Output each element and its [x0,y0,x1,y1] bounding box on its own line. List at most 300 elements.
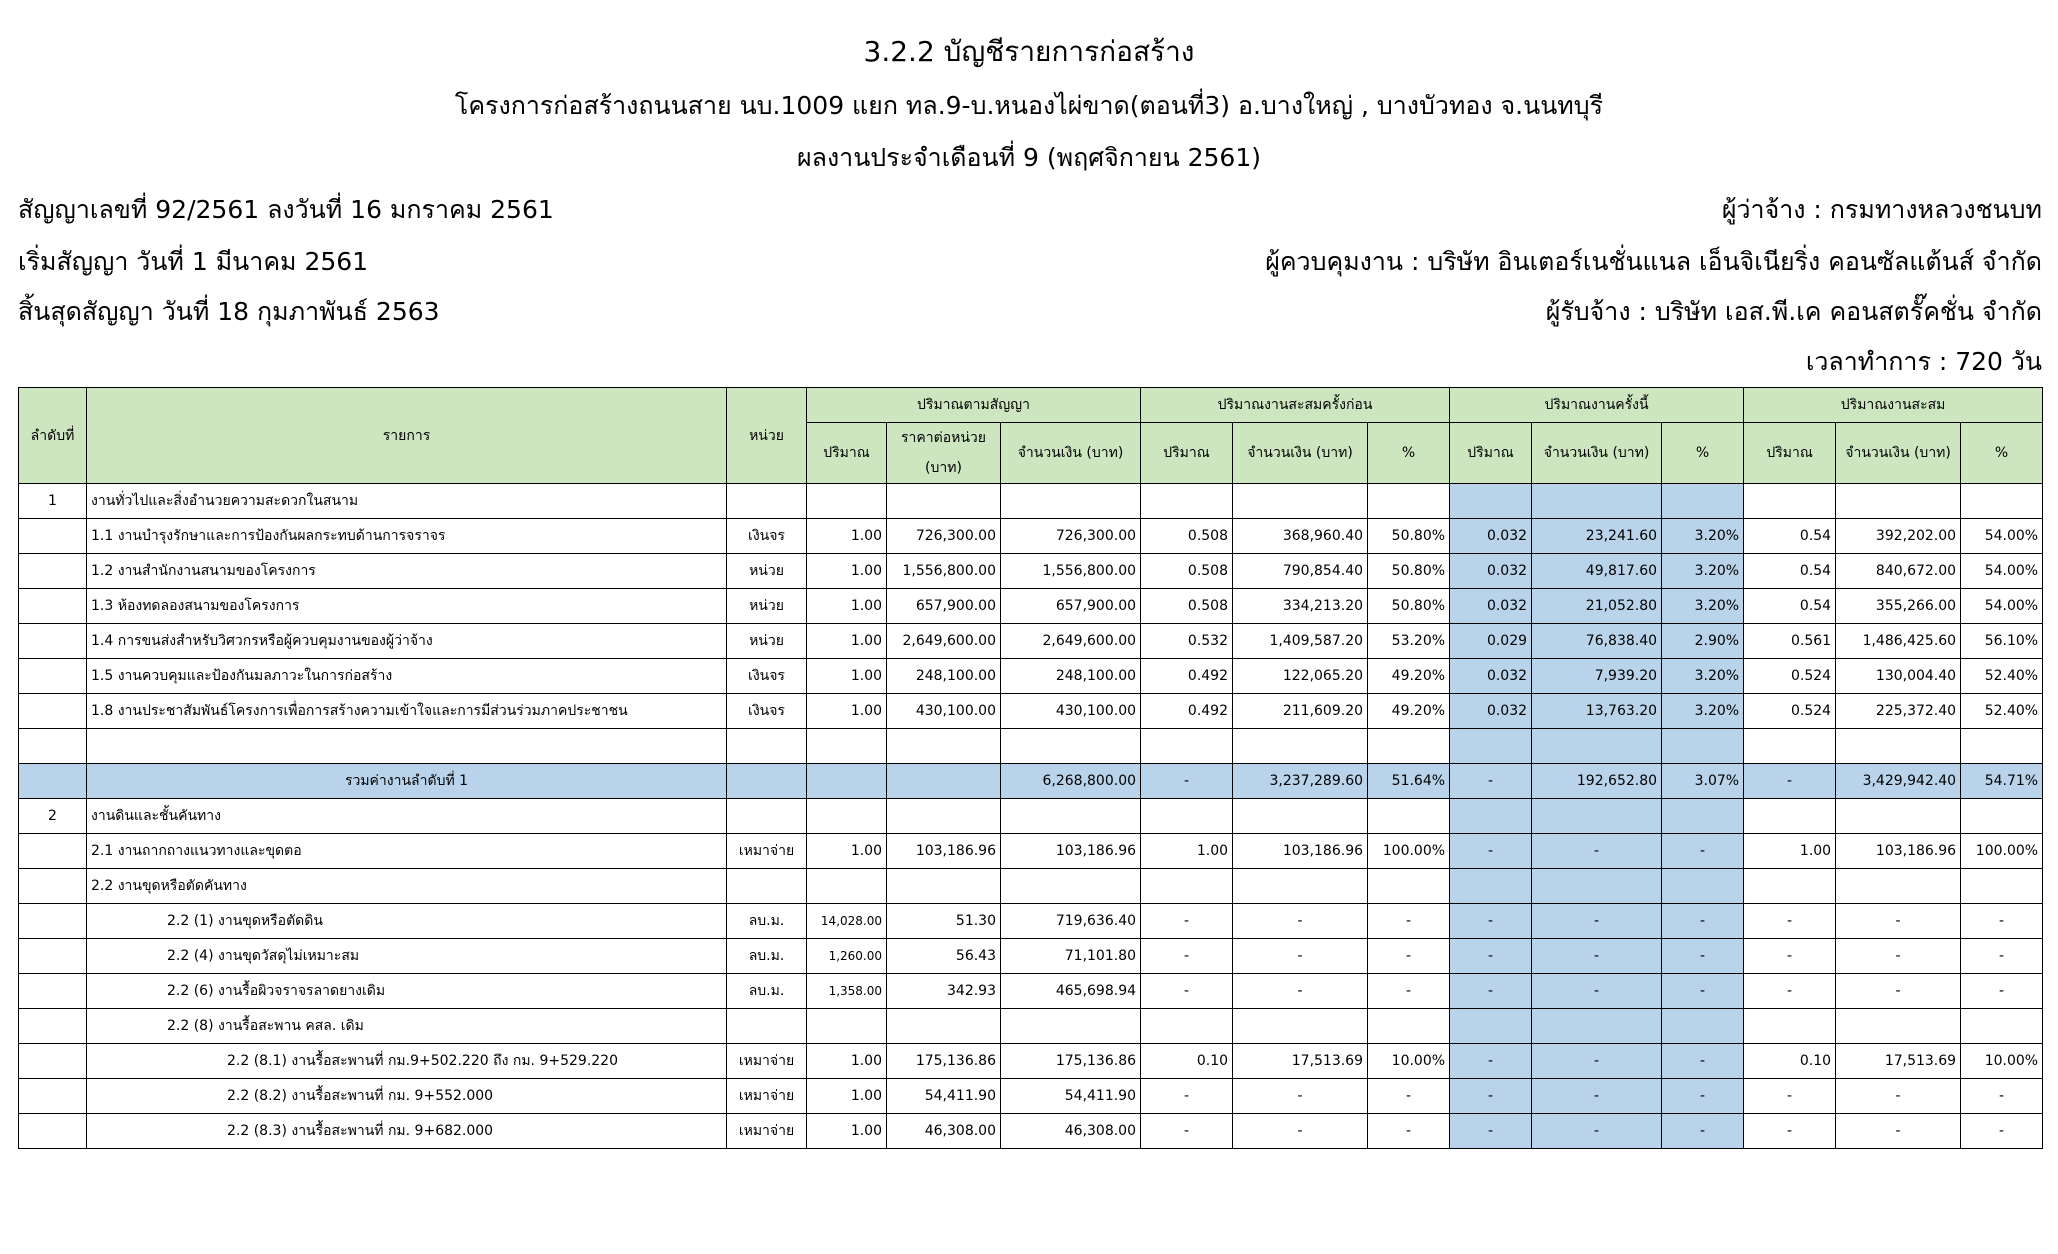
cell-prev-amount: 334,213.20 [1233,589,1368,624]
table-row [19,484,2043,519]
table-row [19,659,2043,694]
cell-cum-qty: 0.524 [1744,659,1836,694]
cell-unit: เหมาจ่าย [727,834,807,869]
cell-qty: 1.00 [807,694,887,729]
duration: เวลาทำการ : 720 วัน [1805,347,2042,376]
cell-cum-amount: 355,266.00 [1836,589,1961,624]
cell-unit: เหมาจ่าย [727,1114,807,1149]
cell-cum-qty: 0.54 [1744,519,1836,554]
cell-unit-price: 2,649,600.00 [887,624,1001,659]
cell-cum-pct [1961,869,2043,904]
cell-this-pct: 3.07% [1662,764,1744,799]
supervisor: ผู้ควบคุมงาน : บริษัท อินเตอร์เนชั่นแนล เอ็นจิเนียริ่ง คอนซัลแต้นส์ จำกัด [1265,247,2042,276]
cell-no [19,1009,87,1044]
col-no: ลำดับที่ [19,388,87,484]
cell-cum-amount: 103,186.96 [1836,834,1961,869]
cell-qty: 1.00 [807,554,887,589]
cell-prev-qty: 0.492 [1141,659,1233,694]
cell-unit [727,729,807,764]
cell-this-pct: 3.20% [1662,659,1744,694]
cell-amount: 430,100.00 [1001,694,1141,729]
cell-cum-pct: - [1961,1079,2043,1114]
cell-prev-amount [1233,869,1368,904]
cell-no [19,659,87,694]
table-row [19,1009,2043,1044]
cell-cum-pct: 100.00% [1961,834,2043,869]
cell-prev-qty [1141,869,1233,904]
cell-this-amount [1532,1009,1662,1044]
cell-unit-price: 657,900.00 [887,589,1001,624]
cell-amount [1001,484,1141,519]
cell-cum-amount: - [1836,974,1961,1009]
cell-prev-amount: 17,513.69 [1233,1044,1368,1079]
cell-no [19,869,87,904]
col-pct: % [1961,423,2043,484]
cell-cum-amount [1836,799,1961,834]
cell-prev-qty [1141,484,1233,519]
cell-cum-amount: - [1836,1114,1961,1149]
cell-this-pct [1662,1009,1744,1044]
cell-unit [727,764,807,799]
cell-prev-amount: 122,065.20 [1233,659,1368,694]
table-row [19,694,2043,729]
cell-cum-amount [1836,1009,1961,1044]
report-period: ผลงานประจำเดือนที่ 9 (พฤศจิกายน 2561) [796,143,1261,172]
cell-prev-pct: - [1368,974,1450,1009]
cell-this-qty: - [1450,764,1532,799]
cell-prev-pct: 49.20% [1368,659,1450,694]
cell-this-amount: - [1532,904,1662,939]
cell-qty: 1.00 [807,589,887,624]
cell-amount: 103,186.96 [1001,834,1141,869]
cell-unit-price [887,764,1001,799]
cell-this-qty: 0.032 [1450,659,1532,694]
cell-item: งานดินและชั้นคันทาง [87,799,727,834]
cell-no [19,1079,87,1114]
cell-unit-price: 103,186.96 [887,834,1001,869]
cell-prev-qty: 0.508 [1141,589,1233,624]
cell-unit-price: 175,136.86 [887,1044,1001,1079]
cell-cum-pct: 52.40% [1961,694,2043,729]
cell-unit: ลบ.ม. [727,904,807,939]
cell-this-qty: 0.032 [1450,694,1532,729]
cell-this-pct [1662,869,1744,904]
cell-cum-amount: 130,004.40 [1836,659,1961,694]
construction-items-table [18,387,2043,1149]
cell-this-qty: 0.032 [1450,554,1532,589]
table-row [19,554,2043,589]
cell-cum-pct: - [1961,939,2043,974]
cell-cum-amount: 1,486,425.60 [1836,624,1961,659]
cell-unit: ลบ.ม. [727,974,807,1009]
cell-cum-qty: - [1744,939,1836,974]
cell-this-pct: - [1662,939,1744,974]
cell-cum-amount [1836,484,1961,519]
cell-cum-amount: 17,513.69 [1836,1044,1961,1079]
cell-prev-pct [1368,484,1450,519]
cell-item: 2.2 (1) งานขุดหรือตัดดิน [87,904,727,939]
cell-unit [727,1009,807,1044]
cell-unit: เงินจร [727,694,807,729]
cell-amount: 2,649,600.00 [1001,624,1141,659]
cell-cum-qty: 0.54 [1744,554,1836,589]
cell-this-pct [1662,484,1744,519]
cell-this-qty: 0.029 [1450,624,1532,659]
cell-prev-amount: - [1233,904,1368,939]
cell-amount: 465,698.94 [1001,974,1141,1009]
cell-this-amount [1532,729,1662,764]
cell-this-pct: 2.90% [1662,624,1744,659]
cell-cum-qty [1744,869,1836,904]
col-amount: จำนวนเงิน (บาท) [1233,423,1368,484]
table-row [19,589,2043,624]
cell-this-pct: - [1662,974,1744,1009]
cell-no [19,519,87,554]
cell-this-qty: - [1450,834,1532,869]
cell-qty: 1.00 [807,1044,887,1079]
cell-prev-qty [1141,1009,1233,1044]
cell-item: 2.2 (6) งานรื้อผิวจราจรลาดยางเดิม [87,974,727,1009]
cell-cum-pct: - [1961,1114,2043,1149]
table-row [19,939,2043,974]
cell-cum-amount: 392,202.00 [1836,519,1961,554]
cell-cum-pct [1961,1009,2043,1044]
cell-this-amount: - [1532,974,1662,1009]
cell-unit-price: 51.30 [887,904,1001,939]
cell-prev-qty: 1.00 [1141,834,1233,869]
cell-amount: 175,136.86 [1001,1044,1141,1079]
cell-item [87,729,727,764]
cell-item: รวมค่างานลำดับที่ 1 [87,764,727,799]
cell-amount: 248,100.00 [1001,659,1141,694]
cell-cum-qty [1744,484,1836,519]
cell-no [19,1114,87,1149]
cell-cum-pct [1961,484,2043,519]
cell-this-pct [1662,799,1744,834]
cell-item: 1.2 งานสำนักงานสนามของโครงการ [87,554,727,589]
cell-unit [727,799,807,834]
cell-this-amount: - [1532,1044,1662,1079]
cell-this-qty [1450,799,1532,834]
cell-this-qty: - [1450,1079,1532,1114]
cell-cum-amount: 3,429,942.40 [1836,764,1961,799]
cell-cum-qty: 0.54 [1744,589,1836,624]
cell-no [19,904,87,939]
cell-cum-pct [1961,729,2043,764]
cell-unit: เงินจร [727,659,807,694]
cell-unit-price: 342.93 [887,974,1001,1009]
cell-this-amount: 23,241.60 [1532,519,1662,554]
contract-start: เริ่มสัญญา วันที่ 1 มีนาคม 2561 [18,247,369,276]
cell-item: 2.2 (8) งานรื้อสะพาน คสล. เดิม [87,1009,727,1044]
cell-unit: หน่วย [727,589,807,624]
cell-this-amount: 49,817.60 [1532,554,1662,589]
cell-prev-qty: 0.492 [1141,694,1233,729]
cell-this-amount: 76,838.40 [1532,624,1662,659]
cell-prev-qty [1141,729,1233,764]
cell-cum-qty: 1.00 [1744,834,1836,869]
cell-prev-qty: - [1141,974,1233,1009]
cell-this-qty: 0.032 [1450,519,1532,554]
cell-unit-price: 430,100.00 [887,694,1001,729]
cell-prev-amount: 103,186.96 [1233,834,1368,869]
cell-prev-amount: - [1233,974,1368,1009]
cell-item: 1.8 งานประชาสัมพันธ์โครงการเพื่อการสร้างความเข้าใจและการมีส่วนร่วมภาคประชาชน [87,694,727,729]
table-row [19,1044,2043,1079]
cell-no [19,589,87,624]
cell-this-pct: 3.20% [1662,554,1744,589]
col-amount: จำนวนเงิน (บาท) [1836,423,1961,484]
cell-qty [807,729,887,764]
cell-qty: 1.00 [807,519,887,554]
cell-amount [1001,729,1141,764]
cell-this-qty [1450,484,1532,519]
col-amount: จำนวนเงิน (บาท) [1001,423,1141,484]
cell-this-pct: - [1662,1044,1744,1079]
cell-unit-price: 46,308.00 [887,1114,1001,1149]
contract-end: สิ้นสุดสัญญา วันที่ 18 กุมภาพันธ์ 2563 [18,297,440,326]
cell-qty: 1,358.00 [807,974,887,1009]
cell-no [19,729,87,764]
table-row [19,799,2043,834]
cell-unit-price: 54,411.90 [887,1079,1001,1114]
cell-prev-amount [1233,729,1368,764]
cell-no [19,764,87,799]
cell-unit-price: 56.43 [887,939,1001,974]
cell-cum-amount [1836,869,1961,904]
cell-cum-qty: 0.561 [1744,624,1836,659]
cell-no [19,694,87,729]
cell-this-pct: 3.20% [1662,519,1744,554]
cell-amount: 719,636.40 [1001,904,1141,939]
cell-this-qty [1450,1009,1532,1044]
cell-prev-amount: 3,237,289.60 [1233,764,1368,799]
cell-prev-amount [1233,799,1368,834]
cell-cum-pct: 56.10% [1961,624,2043,659]
cell-prev-amount [1233,1009,1368,1044]
cell-cum-pct: 54.00% [1961,589,2043,624]
table-row [19,729,2043,764]
cell-this-amount: 13,763.20 [1532,694,1662,729]
cell-unit-price [887,729,1001,764]
cell-this-amount: - [1532,1114,1662,1149]
cell-this-amount: 7,939.20 [1532,659,1662,694]
col-qty: ปริมาณ [807,423,887,484]
cell-this-amount: - [1532,939,1662,974]
cell-amount [1001,869,1141,904]
cell-this-amount: - [1532,1079,1662,1114]
cell-this-amount [1532,869,1662,904]
cell-this-qty: - [1450,974,1532,1009]
cell-item: 2.2 (8.2) งานรื้อสะพานที่ กม. 9+552.000 [87,1079,727,1114]
col-group-this: ปริมาณงานครั้งนี้ [1450,388,1744,423]
cell-cum-amount: 840,672.00 [1836,554,1961,589]
cell-prev-qty: - [1141,1079,1233,1114]
cell-amount [1001,799,1141,834]
cell-item: 1.4 การขนส่งสำหรับวิศวกรหรือผู้ควบคุมงานของผู้ว่าจ้าง [87,624,727,659]
cell-cum-amount: 225,372.40 [1836,694,1961,729]
cell-qty [807,484,887,519]
col-amount: จำนวนเงิน (บาท) [1532,423,1662,484]
cell-prev-qty: 0.532 [1141,624,1233,659]
cell-unit: เหมาจ่าย [727,1044,807,1079]
cell-cum-amount: - [1836,939,1961,974]
cell-this-qty: - [1450,939,1532,974]
cell-cum-qty: - [1744,974,1836,1009]
project-name: โครงการก่อสร้างถนนสาย นบ.1009 แยก ทล.9-บ.หนองไผ่ขาด(ตอนที่3) อ.บางใหญ่ , บางบัวทอง จ.นนทบุรี [454,91,1604,120]
cell-no [19,834,87,869]
cell-this-pct: - [1662,1114,1744,1149]
table-row [19,904,2043,939]
cell-this-qty: - [1450,1044,1532,1079]
cell-prev-amount: 211,609.20 [1233,694,1368,729]
cell-cum-pct: - [1961,974,2043,1009]
cell-item: 2.2 (8.1) งานรื้อสะพานที่ กม.9+502.220 ถึง กม. 9+529.220 [87,1044,727,1079]
cell-cum-qty: - [1744,904,1836,939]
cell-no [19,554,87,589]
cell-this-amount [1532,484,1662,519]
cell-prev-amount: - [1233,1114,1368,1149]
cell-unit: เหมาจ่าย [727,1079,807,1114]
cell-cum-amount: - [1836,1079,1961,1114]
cell-cum-qty [1744,799,1836,834]
summary-row [19,764,2043,799]
cell-no [19,974,87,1009]
cell-this-amount: 21,052.80 [1532,589,1662,624]
cell-prev-amount [1233,484,1368,519]
cell-cum-amount [1836,729,1961,764]
cell-this-amount: 192,652.80 [1532,764,1662,799]
cell-prev-qty: - [1141,939,1233,974]
table-row [19,869,2043,904]
cell-this-pct: - [1662,1079,1744,1114]
cell-this-qty [1450,869,1532,904]
cell-cum-qty [1744,1009,1836,1044]
contractor: ผู้รับจ้าง : บริษัท เอส.พี.เค คอนสตรั๊คชั่น จำกัด [1545,297,2042,326]
employer: ผู้ว่าจ้าง : กรมทางหลวงชนบท [1721,195,2042,224]
cell-item: 2.2 (4) งานขุดวัสดุไม่เหมาะสม [87,939,727,974]
cell-prev-pct: 49.20% [1368,694,1450,729]
table-row [19,974,2043,1009]
col-group-previous: ปริมาณงานสะสมครั้งก่อน [1141,388,1450,423]
cell-item: 1.1 งานบำรุงรักษาและการป้องกันผลกระทบด้านการจราจร [87,519,727,554]
col-pct: % [1368,423,1450,484]
cell-cum-pct: 10.00% [1961,1044,2043,1079]
cell-qty: 1.00 [807,659,887,694]
cell-qty: 14,028.00 [807,904,887,939]
cell-prev-pct: 51.64% [1368,764,1450,799]
cell-unit: หน่วย [727,624,807,659]
cell-qty: 1.00 [807,834,887,869]
table-row [19,519,2043,554]
cell-amount: 71,101.80 [1001,939,1141,974]
cell-qty [807,1009,887,1044]
cell-cum-qty: - [1744,1079,1836,1114]
cell-prev-pct: - [1368,1114,1450,1149]
cell-amount: 46,308.00 [1001,1114,1141,1149]
cell-amount: 1,556,800.00 [1001,554,1141,589]
cell-prev-pct: 53.20% [1368,624,1450,659]
cell-this-amount [1532,799,1662,834]
cell-cum-qty: - [1744,764,1836,799]
cell-prev-pct [1368,869,1450,904]
cell-unit: เงินจร [727,519,807,554]
cell-cum-pct: 54.00% [1961,519,2043,554]
cell-prev-qty: 0.508 [1141,554,1233,589]
cell-item: 1.5 งานควบคุมและป้องกันมลภาวะในการก่อสร้าง [87,659,727,694]
cell-cum-pct: - [1961,904,2043,939]
cell-prev-pct [1368,729,1450,764]
cell-this-qty: 0.032 [1450,589,1532,624]
cell-amount: 657,900.00 [1001,589,1141,624]
cell-no [19,1044,87,1079]
cell-unit-price [887,484,1001,519]
cell-prev-amount: 1,409,587.20 [1233,624,1368,659]
cell-qty [807,799,887,834]
cell-cum-pct [1961,799,2043,834]
cell-prev-pct [1368,799,1450,834]
table-row [19,834,2043,869]
cell-this-qty: - [1450,1114,1532,1149]
cell-prev-pct: 10.00% [1368,1044,1450,1079]
cell-cum-qty [1744,729,1836,764]
cell-qty [807,764,887,799]
cell-no [19,624,87,659]
col-pct: % [1662,423,1744,484]
cell-unit-price: 248,100.00 [887,659,1001,694]
cell-amount [1001,1009,1141,1044]
cell-qty: 1.00 [807,1079,887,1114]
cell-cum-qty: 0.10 [1744,1044,1836,1079]
cell-item: 1.3 ห้องทดลองสนามของโครงการ [87,589,727,624]
cell-prev-pct [1368,1009,1450,1044]
cell-prev-pct: 100.00% [1368,834,1450,869]
col-unit-price: ราคาต่อหน่วย (บาท) [887,423,1001,484]
cell-unit [727,869,807,904]
cell-cum-pct: 54.71% [1961,764,2043,799]
cell-item: 2.1 งานถากถางแนวทางและขุดตอ [87,834,727,869]
cell-prev-qty [1141,799,1233,834]
cell-prev-pct: 50.80% [1368,554,1450,589]
cell-prev-qty: 0.508 [1141,519,1233,554]
cell-unit-price: 726,300.00 [887,519,1001,554]
cell-this-pct: 3.20% [1662,589,1744,624]
cell-item: งานทั่วไปและสิ่งอำนวยความสะดวกในสนาม [87,484,727,519]
table-row [19,1114,2043,1149]
cell-cum-qty: - [1744,1114,1836,1149]
cell-unit: หน่วย [727,554,807,589]
col-qty: ปริมาณ [1744,423,1836,484]
cell-unit-price: 1,556,800.00 [887,554,1001,589]
cell-amount: 54,411.90 [1001,1079,1141,1114]
cell-unit [727,484,807,519]
cell-prev-pct: 50.80% [1368,519,1450,554]
cell-item: 2.2 งานขุดหรือตัดคันทาง [87,869,727,904]
cell-unit-price [887,869,1001,904]
cell-this-qty [1450,729,1532,764]
cell-prev-qty: 0.10 [1141,1044,1233,1079]
cell-this-pct: - [1662,834,1744,869]
col-group-cumulative: ปริมาณงานสะสม [1744,388,2043,423]
col-qty: ปริมาณ [1141,423,1233,484]
col-group-contract: ปริมาณตามสัญญา [807,388,1141,423]
cell-this-pct [1662,729,1744,764]
cell-prev-amount: 368,960.40 [1233,519,1368,554]
cell-this-pct: - [1662,904,1744,939]
cell-cum-qty: 0.524 [1744,694,1836,729]
cell-this-amount: - [1532,834,1662,869]
cell-cum-pct: 52.40% [1961,659,2043,694]
